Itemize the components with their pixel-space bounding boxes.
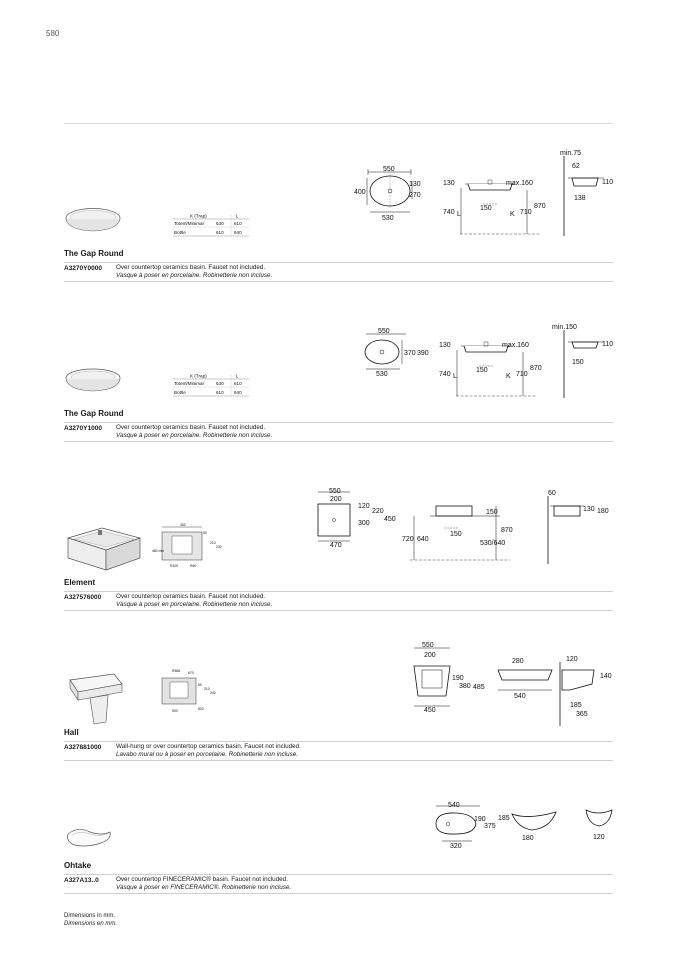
product-4-plan-drawing [404, 636, 490, 714]
plan-label: 50 [198, 683, 202, 687]
dim-label: 450 [424, 707, 436, 714]
dim-label: 365 [576, 711, 588, 718]
dim-label: 870 [530, 365, 542, 372]
dim-label: 450 [384, 516, 396, 523]
trap-row-label: Totem/Minimal [174, 221, 204, 226]
product-4-plan [156, 664, 216, 720]
dim-label: 138 [574, 195, 586, 202]
dim-label: 320 [450, 843, 462, 850]
dim-label: 550 [422, 642, 434, 649]
trap-row-label: Bottle [174, 390, 186, 395]
plan-label: 210 [210, 541, 216, 545]
dim-label: 400 [354, 189, 366, 196]
plan-label: 230 [216, 545, 222, 549]
description-en: Over countertop ceramics basin. Faucet not included. [116, 264, 266, 271]
divider [64, 741, 613, 742]
product-2-front-drawing [436, 336, 548, 400]
dim-label: 150 [572, 359, 584, 366]
dim-label: 110 [602, 341, 614, 348]
product-2-photo [64, 366, 124, 396]
dim-label: 270 [409, 192, 421, 199]
dim-label: 180 [522, 835, 534, 842]
dim-label: 870 [534, 203, 546, 210]
dim-label: 740 [439, 371, 451, 378]
product-4-photo [64, 670, 128, 726]
plan-label: R566 [172, 669, 181, 673]
product-code: A3270Y0000 [64, 265, 102, 272]
page-number: 580 [46, 29, 60, 38]
dim-label: max.160 [502, 342, 529, 349]
plan-label: 670 [188, 671, 194, 675]
product-2-plan-drawing [360, 326, 435, 378]
dim-label: 380 [459, 683, 471, 690]
product-5-plan-drawing [430, 800, 502, 852]
plan-label: 50 [203, 531, 207, 535]
dim-label: K [506, 373, 511, 380]
trap-row-k: 530 [216, 381, 224, 386]
trap-row-label: Totem/Minimal [174, 381, 204, 386]
dim-label: 710 [516, 371, 528, 378]
plan-label: 820 [198, 707, 204, 711]
product-2-side-drawing [552, 322, 618, 400]
dim-label: 485 [473, 684, 485, 691]
product-5-photo [64, 826, 114, 850]
dim-label: 550 [378, 328, 390, 335]
description-fr: Vasque à poser en porcelaine. Robinetterie non incluse. [116, 601, 273, 608]
product-1-photo [64, 204, 124, 234]
description-fr: Vasque à poser en porcelaine. Robinetterie non incluse. [116, 432, 273, 439]
dim-label: 130 [409, 181, 421, 188]
divider [64, 262, 613, 263]
plan-label: 300 [180, 523, 186, 527]
product-description [116, 876, 291, 892]
product-description [116, 264, 272, 280]
description-en: Wall-hung or over countertop ceramics basin. Faucet not included. [116, 743, 301, 750]
product-1-trap-table [163, 212, 253, 240]
divider [64, 893, 613, 894]
dim-label: 120 [566, 656, 578, 663]
product-name: Ohtake [64, 861, 92, 870]
dim-label: 120 [358, 503, 370, 510]
trap-row-l: 640 [234, 230, 242, 235]
dim-label: 190 [452, 675, 464, 682]
product-3-photo [64, 520, 144, 572]
product-5-front-drawing [498, 806, 562, 842]
product-code: A327576000 [64, 594, 102, 601]
footnote [64, 913, 117, 928]
dim-label: 640 [417, 536, 429, 543]
dim-label: L [457, 211, 461, 218]
trap-row-label: Bottle [174, 230, 186, 235]
trap-row-l: 610 [234, 221, 242, 226]
footnote-fr: Dimensions en mm. [64, 920, 118, 927]
trap-col-l: L [236, 373, 239, 379]
dim-label: 740 [443, 209, 455, 216]
divider [64, 610, 613, 611]
trap-row-k: 610 [216, 230, 224, 235]
dim-label: 530/640 [480, 540, 506, 547]
dim-label: 550 [383, 166, 395, 173]
product-name: The Gap Round [64, 409, 124, 418]
trap-col-k: K (Trap) [190, 373, 207, 379]
dim-label: 185 [570, 702, 582, 709]
top-divider [64, 123, 613, 124]
description-fr: Lavabo mural ou à poser en porcelaine. Robinetterie non incluse. [116, 751, 299, 758]
trap-row-l: 640 [234, 390, 242, 395]
description-fr: Vasque à poser en porcelaine. Robinetterie non incluse. [116, 272, 273, 279]
dim-label: 540 [514, 693, 526, 700]
plan-label: R60 [190, 564, 197, 568]
dim-label: min.75 [560, 150, 582, 157]
product-name: The Gap Round [64, 249, 124, 258]
dim-label: 530 [376, 371, 388, 378]
trap-row-k: 610 [216, 390, 224, 395]
product-2-trap-table [163, 372, 253, 400]
divider [64, 441, 613, 442]
product-3-side-drawing [540, 488, 614, 566]
dim-label: 200 [424, 652, 436, 659]
dim-label: 370 [404, 350, 416, 357]
plan-label: 500 [172, 709, 178, 713]
description-en: Over countertop ceramics basin. Faucet not included. [116, 593, 266, 600]
dim-label: 130 [443, 180, 455, 187]
dim-label: 720 [402, 536, 414, 543]
dim-label: 150 [450, 531, 462, 538]
dim-label: 150 [476, 367, 488, 374]
divider [64, 760, 613, 761]
dim-label: 150 [480, 205, 492, 212]
dim-label: min.150 [552, 324, 577, 331]
trap-col-l: L [236, 213, 239, 219]
dim-label: 710 [520, 209, 532, 216]
dim-label: 140 [600, 673, 612, 680]
trap-row-k: 530 [216, 221, 224, 226]
dim-label: 130 [583, 506, 595, 513]
dim-label: 200 [330, 496, 342, 503]
footnote-en: Dimensions in mm. [64, 913, 116, 919]
product-4-side-drawing [556, 652, 618, 730]
dim-label: 190 [474, 816, 486, 823]
trap-row-l: 610 [234, 381, 242, 386]
product-name: Hall [64, 728, 79, 737]
dim-label: 62 [572, 163, 580, 170]
description-fr: Vasque à poser en FINECERAMIC®. Robinetterie non incluse. [116, 884, 292, 891]
dim-label: 110 [602, 179, 614, 186]
product-3-front-drawing [400, 498, 524, 566]
dim-label: 280 [512, 658, 524, 665]
product-code: A327A13..0 [64, 877, 99, 884]
product-name: Element [64, 578, 96, 587]
divider [64, 874, 613, 875]
product-code: A327881000 [64, 744, 102, 751]
product-3-plan-drawing [306, 486, 402, 548]
product-4-front-drawing [494, 654, 558, 700]
product-1-side-drawing [560, 148, 620, 238]
description-en: Over countertop ceramics basin. Faucet not included. [116, 424, 266, 431]
product-description [116, 743, 301, 759]
dim-label: 180 [597, 508, 609, 515]
product-5-side-drawing [582, 806, 618, 842]
dim-label: 390 [417, 350, 429, 357]
dim-label: 130 [439, 342, 451, 349]
product-description [116, 424, 272, 440]
product-1-front-drawing [440, 174, 550, 238]
dim-label: 300 [358, 520, 370, 527]
dim-label: 530 [382, 215, 394, 222]
dim-label: 870 [501, 527, 513, 534]
dim-label: 150 [486, 509, 498, 516]
product-3-plan [150, 522, 220, 572]
divider [64, 281, 613, 282]
product-code: A3270Y1000 [64, 425, 102, 432]
plan-label: R100 [170, 564, 179, 568]
description-en: Over countertop FINECERAMIC® basin. Faucet not included. [116, 876, 288, 883]
dim-label: 375 [484, 823, 496, 830]
divider [64, 422, 613, 423]
dim-label: 540 [448, 802, 460, 809]
plan-label: 210 [204, 687, 210, 691]
plan-label: 480 min [152, 549, 165, 553]
dim-label: 60 [548, 490, 556, 497]
divider [64, 591, 613, 592]
dim-label: L [453, 373, 457, 380]
trap-col-k: K (Trap) [190, 213, 207, 219]
dim-label: 185 [498, 815, 510, 822]
dim-label: K [510, 211, 515, 218]
product-description [116, 593, 272, 609]
dim-label: 220 [372, 508, 384, 515]
dim-label: 550 [329, 488, 341, 495]
dim-label: 120 [593, 834, 605, 841]
plan-label: 240 [210, 691, 216, 695]
product-1-plan-drawing [355, 164, 427, 224]
dim-label: 470 [330, 542, 342, 549]
dim-label: max.160 [506, 180, 533, 187]
